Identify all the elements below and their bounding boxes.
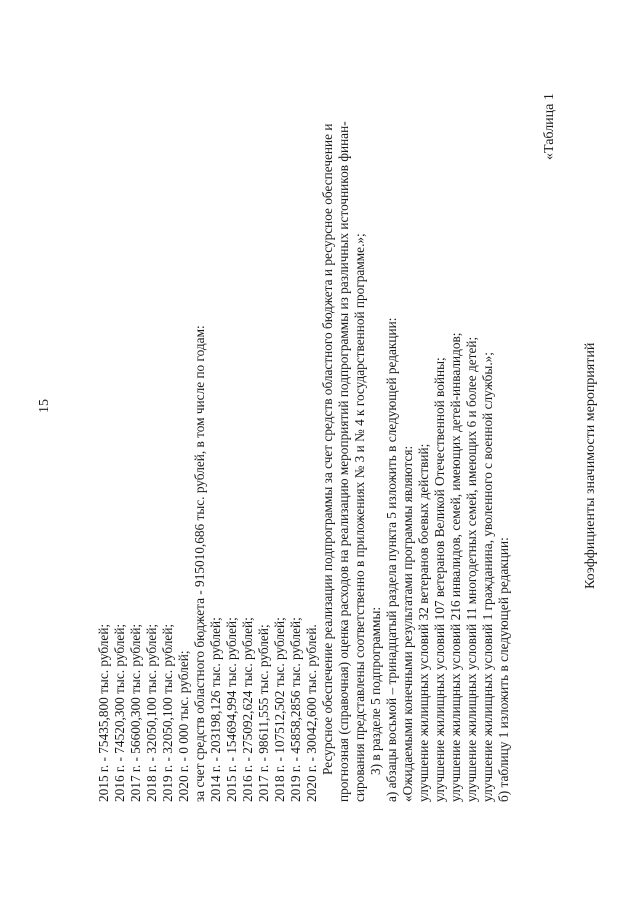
text-line: 2018 г. - 107512,502 тыс. рублей;	[272, 617, 287, 802]
text-line: за счет средств областного бюджета - 915010,686 тыс. рублей, в том числе по годам:	[192, 325, 207, 802]
text-line: 2020 г. - 0 000 тыс. рублей;	[176, 650, 191, 802]
paragraph-line: улучшение жилищных условий 107 ветеранов Великой Отечественной войны;	[432, 357, 447, 802]
paragraph-line: 3) в разделе 5 подпрограммы:	[368, 606, 383, 775]
text-line: 2016 г. - 74520,300 тыс. рублей;	[112, 623, 127, 802]
page-number: 15	[37, 399, 52, 413]
paragraph-line: улучшение жилищных условий 32 ветеранов боевых действий;	[416, 443, 431, 802]
table-title: Коэффициенты значимости мероприятий	[583, 342, 598, 589]
text-line: 2017 г. - 56600,300 тыс. рублей;	[128, 623, 143, 802]
paragraph-line: сирования представлены соответственно в приложениях № 3 и № 4 к государственной программе.»;	[352, 233, 367, 802]
paragraph-line: б) таблицу 1 изложить в следующей редакции:	[496, 537, 511, 802]
text-line: 2018 г. - 32050,100 тыс. рублей;	[144, 623, 159, 802]
text-line: 2020 г. - 30042,600 тыс. рублей.	[304, 624, 319, 802]
paragraph-line: а) абзацы восьмой – тринадцатый раздела пункта 5 изложить в следующей редакции:	[384, 317, 399, 802]
paragraph-line: улучшение жилищных условий 1 гражданина, уволенного с военной службы.»;	[480, 351, 495, 802]
text-line: 2014 г. - 203198,126 тыс. рублей;	[208, 617, 223, 802]
table-label: «Таблица 1	[542, 93, 557, 160]
paragraph-line: Ресурсное обеспечение реализации подпрограммы за счет средств областного бюджета и ресурсное обеспечение и	[320, 123, 335, 775]
paragraph-line: прогнозная (справочная) оценка расходов на реализацию мероприятий подпрограммы из различных источников финан-	[336, 121, 351, 802]
text-line: 2017 г. - 98611,555 тыс. рублей;	[256, 624, 271, 802]
paragraph-line: улучшение жилищных условий 11 многодетных семей, имеющих 6 и более детей;	[464, 336, 479, 802]
text-line: 2015 г. - 154694,994 тыс. рублей;	[224, 617, 239, 802]
text-line: 2019 г. - 32050,100 тыс. рублей;	[160, 623, 175, 802]
paragraph-line: «Ожидаемыми конечными результатами программы являются:	[400, 445, 415, 802]
text-line: 2015 г. - 75435,800 тыс. рублей;	[96, 623, 111, 802]
text-line: 2019 г. - 45858,2856 тыс. рублей;	[288, 617, 303, 802]
text-line: 2016 г. - 275092,624 тыс. рублей;	[240, 617, 255, 802]
paragraph-line: улучшение жилищных условий 216 инвалидов, семей, имеющих детей-инвалидов;	[448, 332, 463, 802]
